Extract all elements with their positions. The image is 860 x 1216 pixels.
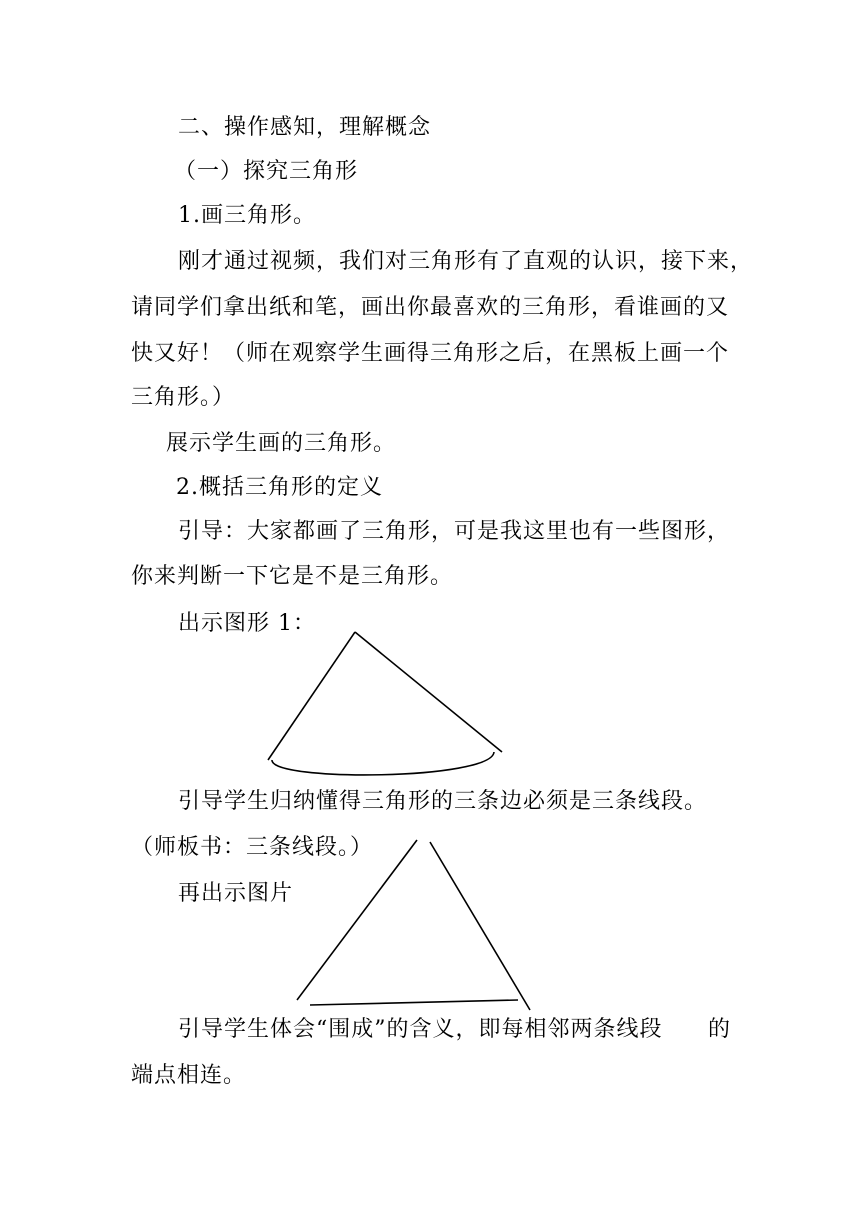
para1-line4: 三角形。） (131, 385, 236, 410)
para4-line2: 端点相连。 (131, 1063, 247, 1088)
subsection-heading: （一）探究三角形 (174, 159, 359, 184)
para4-line1-part1: 引导学生体会“围成”的含义，即每相邻两条线段 (178, 1017, 663, 1042)
para3-line1: 引导学生归纳懂得三角形的三条边必须是三条线段。 (178, 789, 708, 814)
step2-heading: 2.概括三角形的定义 (176, 475, 383, 500)
para2-line2: 你来判断一下它是不是三角形。 (131, 564, 454, 589)
show-student-triangles-text: 展示学生画的三角形。 (166, 431, 397, 456)
section-heading: 二、操作感知，理解概念 (178, 115, 432, 140)
para4-line1-part2: 的 (708, 1017, 732, 1042)
figure2-caption: 再出示图片 (178, 881, 294, 906)
step1-heading: 1.画三角形。 (178, 203, 316, 228)
para1-line3: 快又好！（师在观察学生画得三角形之后，在黑板上画一个 (131, 341, 730, 366)
para1-line2: 请同学们拿出纸和笔，画出你最喜欢的三角形，看谁画的又 (131, 295, 730, 320)
para2-line1: 引导：大家都画了三角形，可是我这里也有一些图形， (178, 519, 731, 544)
figure1-caption: 出示图形 1： (178, 611, 316, 636)
para3-line2: （师板书：三条线段。） (131, 835, 374, 860)
para1-line1: 刚才通过视频，我们对三角形有了直观的认识，接下来， (178, 249, 754, 274)
